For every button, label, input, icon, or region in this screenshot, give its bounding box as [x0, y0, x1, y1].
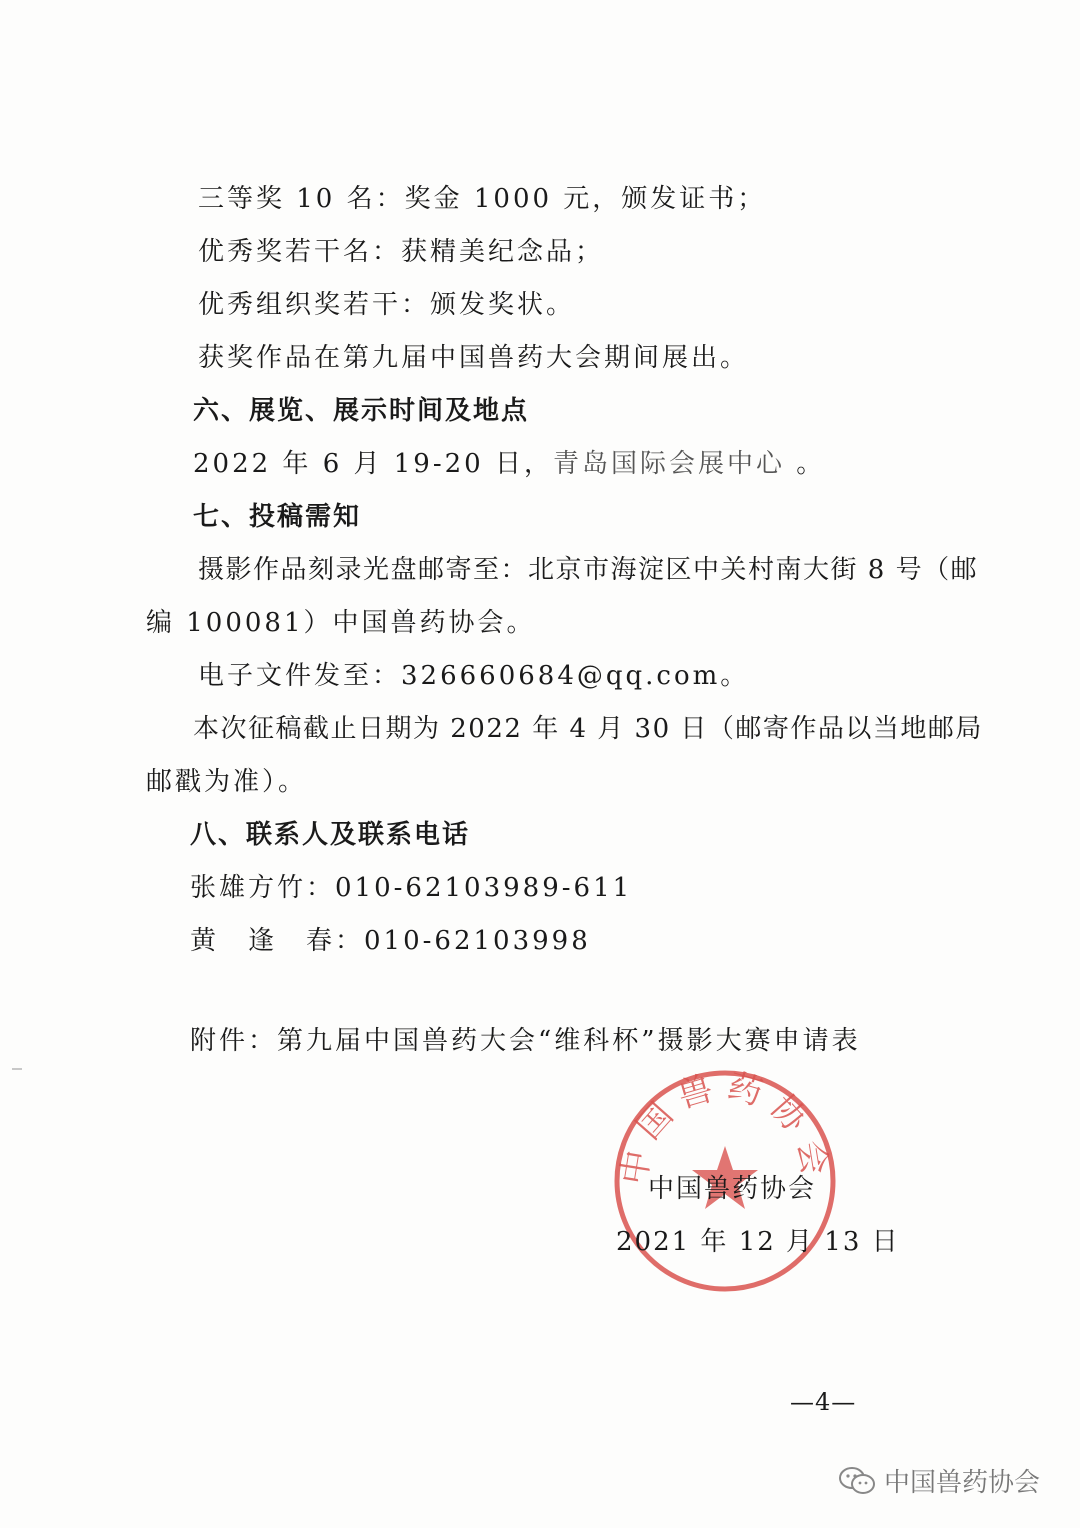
section6-venue: 青岛国际会展中心: [553, 449, 786, 479]
section6-line: [193, 447, 825, 481]
section7-mail-line2: 编 100081）中国兽药协会。: [146, 608, 536, 638]
wechat-watermark: [838, 1462, 1040, 1499]
contact-2: 黄 逢 春：010-62103998: [190, 926, 591, 956]
signature-date: 2021 年 12 月 13 日: [616, 1227, 900, 1257]
watermark-text: 中国兽药协会: [884, 1468, 1041, 1498]
wechat-icon: [838, 1466, 876, 1496]
attachment-note: 附件：第九届中国兽药大会“维科杯”摄影大赛申请表: [190, 1026, 861, 1056]
scan-mark: [12, 1068, 22, 1070]
signature-org: 中国兽药协会: [648, 1174, 817, 1204]
section6-end: 。: [785, 449, 826, 479]
prize-exhibit: 获奖作品在第九届中国兽药大会期间展出。: [198, 343, 750, 373]
prize-org: 优秀组织奖若干：颁发奖状。: [198, 290, 576, 320]
contact-1: 张雄方竹：010-62103989-611: [190, 873, 633, 903]
section7-email: 电子文件发至：326660684@qq.com。: [198, 661, 750, 691]
seal-text: 中国兽药协会: [613, 1068, 837, 1188]
section6-date: 2022 年 6 月 19-20 日，: [193, 449, 553, 479]
prize-third: 三等奖 10 名：奖金 1000 元，颁发证书；: [198, 184, 767, 214]
section6-heading: 六、展览、展示时间及地点: [193, 396, 530, 426]
section8-heading: 八、联系人及联系电话: [190, 820, 471, 850]
section7-deadline-line2: 邮戳为准）。: [146, 767, 308, 797]
section7-deadline-line1: 本次征稿截止日期为 2022 年 4 月 30 日（邮寄作品以当地邮局: [193, 714, 983, 744]
prize-excellent: 优秀奖若干名：获精美纪念品；: [198, 237, 605, 267]
page-number: —4—: [790, 1388, 857, 1416]
section7-heading: 七、投稿需知: [193, 502, 362, 532]
section7-mail-line1: 摄影作品刻录光盘邮寄至：北京市海淀区中关村南大街 8 号（邮: [198, 555, 979, 585]
